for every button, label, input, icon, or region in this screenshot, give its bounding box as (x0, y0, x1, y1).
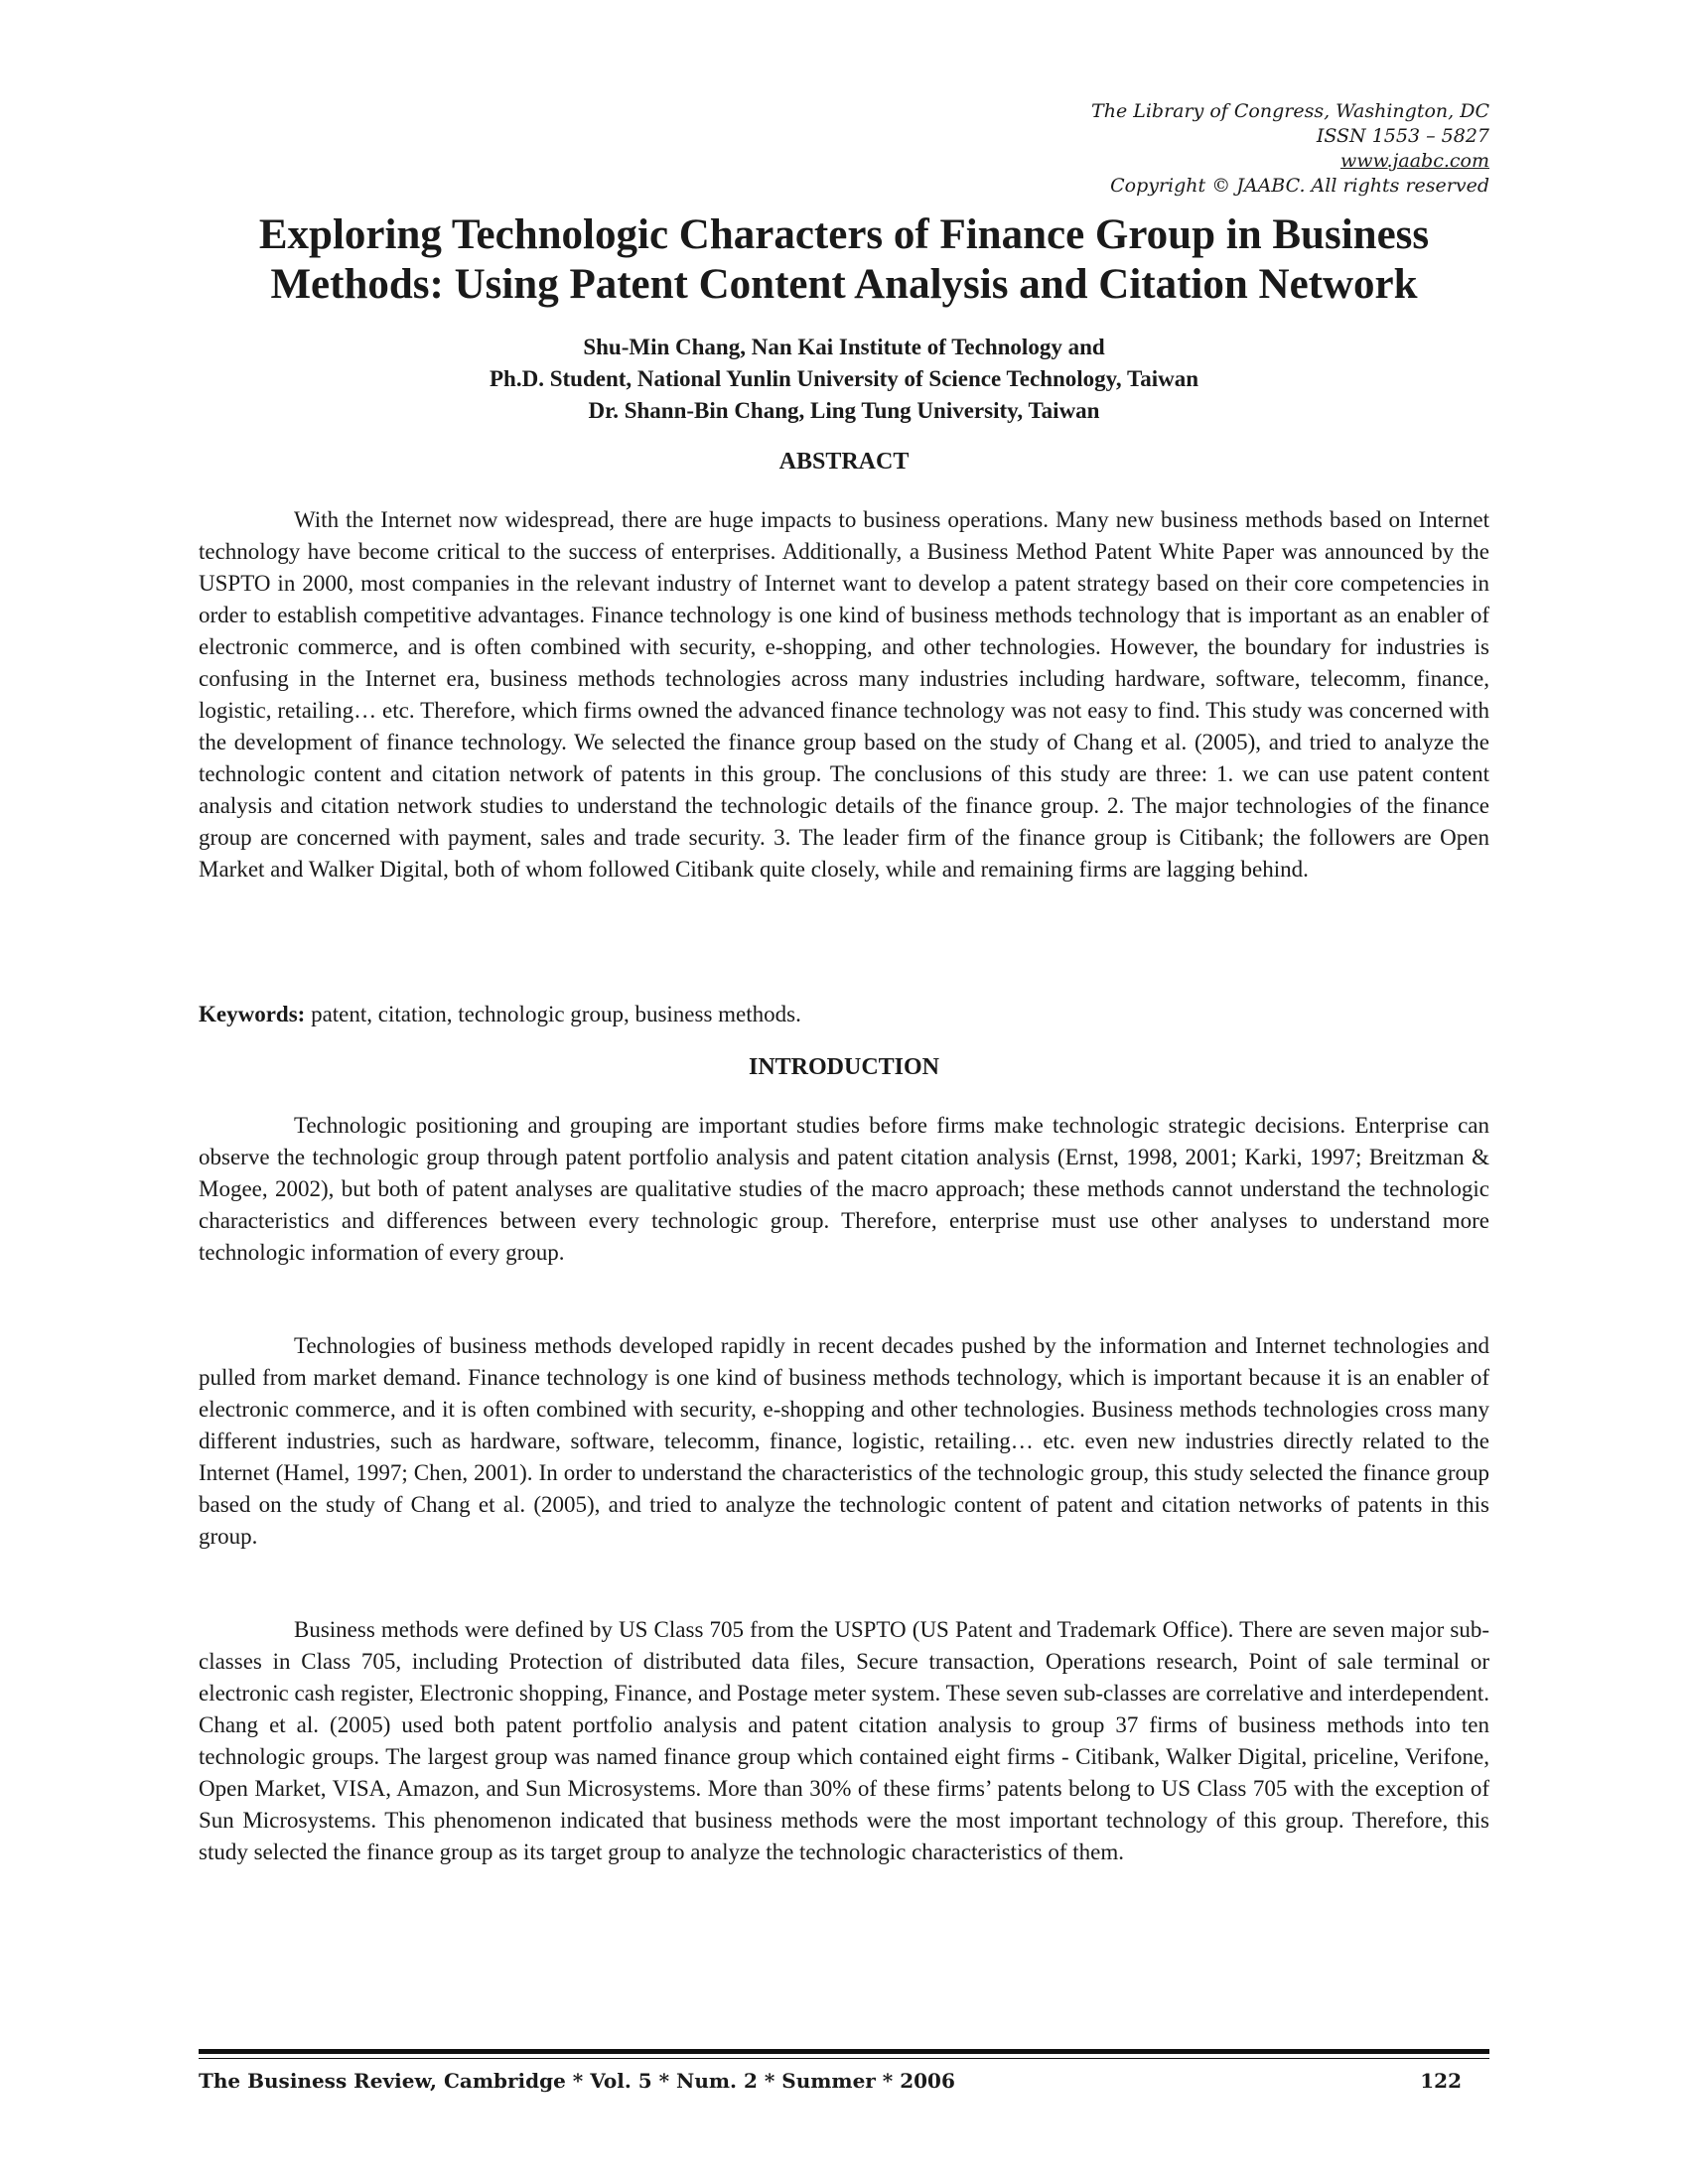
footer-journal: The Business Review, Cambridge * Vol. 5 * Num. 2 * Summer * 2006 (199, 2069, 955, 2093)
abstract-text: With the Internet now widespread, there are huge impacts to business operations. Many new business methods based on Internet technology have become critical to the success of enterprises. Additionally, a Business Method Patent White Paper was announced by the USPTO in 2000, most companies in the relevant industry of Internet want to develop a patent strategy based on their core competencies in order to establish competitive advantages. Finance technology is one kind of business methods technology that is important as an enabler of electronic commerce, and is often combined with security, e-shopping, and other technologies. However, the boundary for industries is confusing in the Internet era, business methods technologies across many industries including hardware, software, telecomm, finance, logistic, retailing… etc. Therefore, which firms owned the advanced finance technology was not easy to find. This study was concerned with the development of finance technology. We selected the finance group based on the study of Chang et al. (2005), and tried to analyze the technologic content and citation network of patents in this group. The conclusions of this study are three: 1. we can use patent content analysis and citation network studies to understand the technologic details of the finance group. 2. The major technologies of the finance group are concerned with payment, sales and trade security. 3. The leader firm of the finance group is Citibank; the followers are Open Market and Walker Digital, both of whom followed Citibank quite closely, while and remaining firms are lagging behind. (199, 507, 1489, 882)
author-line-2: Ph.D. Student, National Yunlin University of Science Technology, Taiwan (490, 366, 1198, 391)
issn-line: ISSN 1553 – 5827 (1316, 125, 1489, 147)
title-line-1: Exploring Technologic Characters of Finance Group in Business (258, 211, 1430, 258)
paper-title (199, 210, 1489, 310)
page-number: 122 (1420, 2069, 1462, 2093)
intro-paragraph-1: Technologic positioning and grouping are important studies before firms make technologic strategic decisions. Enterprise can observe the technologic group through patent portfolio analysis and patent citation analysis (Ernst, 1998, 2001; Karki, 1997; Breitzman & Mogee, 2002), but both of patent analyses are qualitative studies of the macro approach; these methods cannot understand the technologic characteristics and differences between every technologic group. Therefore, enterprise must use other analyses to understand more technologic information of every group. (199, 1113, 1489, 1265)
introduction-heading: INTRODUCTION (748, 1054, 940, 1080)
publisher-link[interactable]: www.jaabc.com (1339, 150, 1489, 172)
keywords-label: Keywords: (199, 1002, 306, 1026)
keywords-text: patent, citation, technologic group, business methods. (305, 1002, 801, 1026)
publisher-line: The Library of Congress, Washington, DC (1091, 100, 1489, 122)
intro-paragraph-3: Business methods were defined by US Class 705 from the USPTO (US Patent and Trademark Office). There are seven major sub-classes in Class 705, including Protection of distributed data files, Secure transaction, Operations research, Point of sale terminal or electronic cash register, Electronic shopping, Finance, and Postage meter system. These seven sub-classes are correlative and interdependent. Chang et al. (2005) used both patent portfolio analysis and patent citation analysis to group 37 firms of business methods into ten technologic groups. The largest group was named finance group which contained eight firms - Citibank, Walker Digital, priceline, Verifone, Open Market, VISA, Amazon, and Sun Microsystems. More than 30% of these firms’ patents belong to US Class 705 with the exception of Sun Microsystems. This phenomenon indicated that business methods were the most important technology of this group. Therefore, this study selected the finance group as its target group to analyze the technologic characteristics of them. (199, 1617, 1489, 1864)
abstract-heading: ABSTRACT (778, 449, 910, 475)
keywords-line (199, 999, 1489, 1030)
author-line-3: Dr. Shann-Bin Chang, Ling Tung University, Taiwan (588, 398, 1100, 423)
copyright-line: Copyright © JAABC. All rights reserved (1110, 175, 1489, 197)
paper-page (199, 0, 1489, 2184)
title-line-2: Methods: Using Patent Content Analysis and Citation Network (270, 261, 1418, 308)
footer-rule-thin (199, 2058, 1489, 2059)
footer-rule-thick (199, 2049, 1489, 2054)
intro-paragraph-2: Technologies of business methods developed rapidly in recent decades pushed by the information and Internet technologies and pulled from market demand. Finance technology is one kind of business methods technology, which is important because it is an enabler of electronic commerce, and it is often combined with security, e-shopping and other technologies. Business methods technologies cross many different industries, such as hardware, software, telecomm, finance, logistic, retailing… etc. even new industries directly related to the Internet (Hamel, 1997; Chen, 2001). In order to understand the characteristics of the technologic group, this study selected the finance group based on the study of Chang et al. (2005), and tried to analyze the technologic content of patent and citation networks of patents in this group. (199, 1333, 1489, 1549)
author-block (199, 332, 1489, 427)
publisher-info (1091, 99, 1489, 199)
author-line-1: Shu-Min Chang, Nan Kai Institute of Technology and (583, 335, 1105, 359)
